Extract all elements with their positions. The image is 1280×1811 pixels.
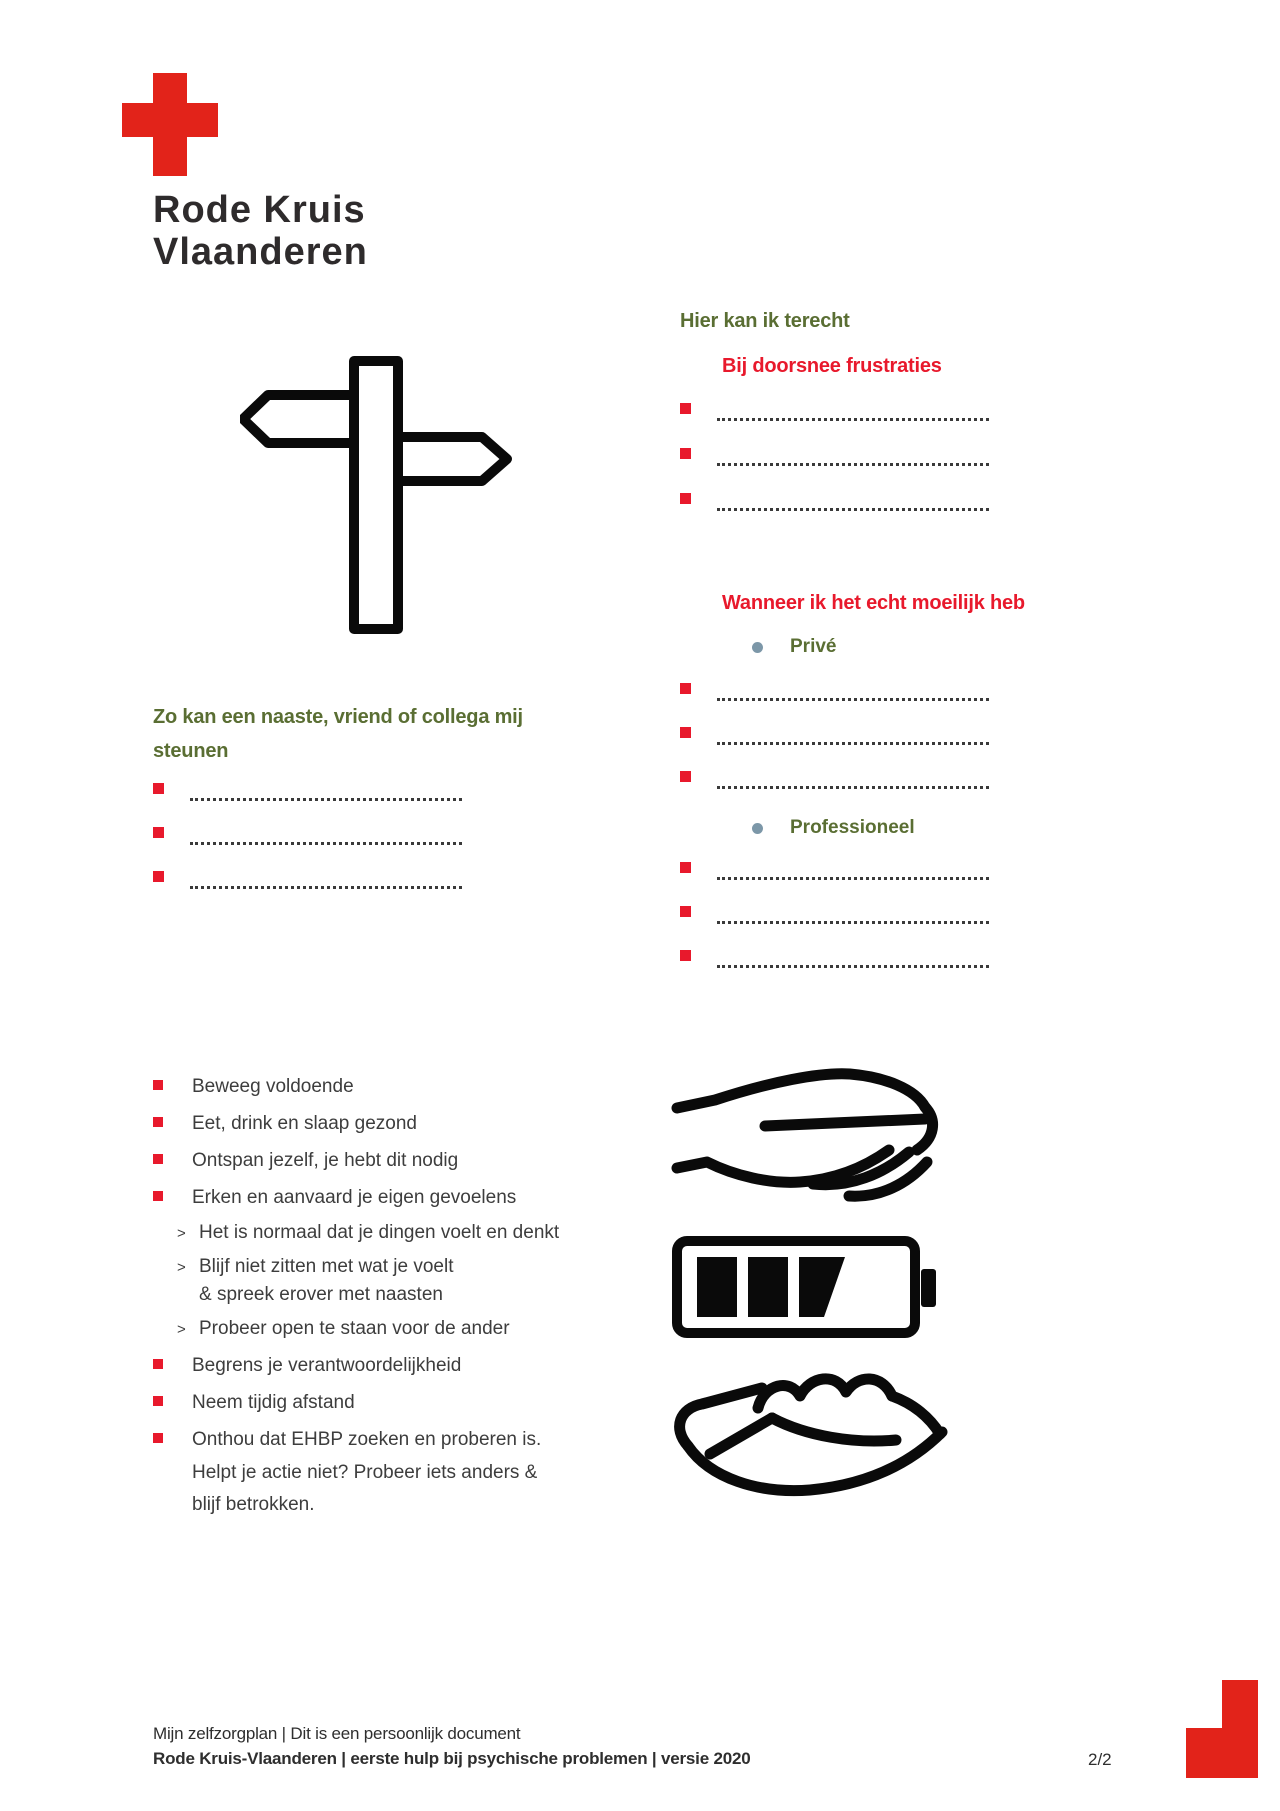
square-bullet-icon [680,771,691,782]
dotted-line [717,450,989,466]
fill-in-line [680,448,1000,468]
dotted-line [717,864,989,880]
dotted-line [717,685,989,701]
square-bullet-icon [680,950,691,961]
square-bullet-icon [680,683,691,694]
square-bullet-icon [680,448,691,459]
rode-kruis-logo [122,73,368,273]
fill-in-line [153,783,473,803]
heading-line1: Zo kan een naaste, vriend of collega mij [153,706,523,728]
square-bullet-icon [153,871,164,882]
fill-in-line [680,727,1000,747]
fill-in-line [680,493,1000,513]
battery-icon [672,1236,942,1340]
list-subitem [153,1316,623,1341]
list-item-text: Begrens je verantwoordelijkheid [192,1355,462,1376]
list-item-text: Onthou dat EHBP zoeken en proberen is. [192,1429,542,1450]
fill-in-line [680,403,1000,423]
square-bullet-icon [153,1433,163,1443]
list-item [153,1111,623,1137]
heading-hier-kan-ik-terecht: Hier kan ik terecht [680,310,850,332]
list-item-text: blijf betrokken. [192,1494,315,1515]
list-item-text: Neem tijdig afstand [192,1392,355,1413]
dotted-line [190,829,462,845]
square-bullet-icon [680,403,691,414]
corner-block-top [1222,1680,1258,1728]
fill-in-line [680,771,1000,791]
square-bullet-icon [153,1191,163,1201]
brand-line1: Rode Kruis [153,189,366,231]
list-item-text: Ontspan jezelf, je hebt dit nodig [192,1150,459,1171]
dotted-line [717,773,989,789]
list-subitem [153,1254,623,1307]
chevron-bullet-icon: > [177,1225,186,1242]
list-item-text: Blijf niet zitten met wat je voelt [199,1256,454,1277]
brand-name [153,189,473,273]
dotted-line [717,405,989,421]
square-bullet-icon [153,1359,163,1369]
giving-hand-icon [665,1062,945,1207]
list-item-text: Het is normaal dat je dingen voelt en denkt [199,1222,560,1243]
corner-cross-decoration [1186,1680,1258,1778]
page-number: 2/2 [1088,1750,1112,1769]
dotted-line [717,908,989,924]
red-cross-icon [122,73,218,176]
list-item [153,1185,623,1211]
dotted-line [717,952,989,968]
brand-line2: Vlaanderen [153,231,368,273]
fill-in-line [680,906,1000,926]
circle-bullet-icon [752,823,763,834]
fill-in-line [153,827,473,847]
square-bullet-icon [153,1154,163,1164]
list-item-text: Eet, drink en slaap gezond [192,1113,417,1134]
list-item-text: & spreek erover met naasten [199,1284,443,1305]
footer [153,1721,751,1771]
square-bullet-icon [153,783,164,794]
list-item [153,1148,623,1174]
list-item-text: Probeer open te staan voor de ander [199,1318,510,1339]
square-bullet-icon [680,906,691,917]
dotted-line [190,785,462,801]
list-item [153,1390,623,1416]
fill-in-line [680,862,1000,882]
chevron-bullet-icon: > [177,1321,186,1338]
list-item [153,1427,623,1517]
open-hand-icon [670,1362,950,1512]
square-bullet-icon [153,1117,163,1127]
circle-bullet-icon [752,642,763,653]
footer-line1: Mijn zelfzorgplan | Dit is een persoonlijk document [153,1724,521,1743]
signpost-icon [240,356,515,641]
square-bullet-icon [680,493,691,504]
square-bullet-icon [680,862,691,873]
list-item-text: Erken en aanvaard je eigen gevoelens [192,1187,517,1208]
heading-line2: steunen [153,740,229,762]
dotted-line [717,495,989,511]
list-item-text: Beweeg voldoende [192,1076,354,1097]
fill-in-line [680,950,1000,970]
dotted-line [190,873,462,889]
heading-bij-doorsnee-frustraties: Bij doorsnee frustraties [722,355,942,377]
list-item-text: Helpt je actie niet? Probeer iets anders & [192,1462,538,1483]
corner-block-bottom [1186,1728,1258,1778]
subheading-professioneel: Professioneel [790,817,915,838]
fill-in-line [153,871,473,891]
footer-line2: Rode Kruis-Vlaanderen | eerste hulp bij psychische problemen | versie 2020 [153,1749,751,1768]
square-bullet-icon [153,1080,163,1090]
selfcare-list [153,1074,623,1528]
heading-zo-kan-een-naaste [153,700,523,768]
dotted-line [717,729,989,745]
square-bullet-icon [680,727,691,738]
list-item [153,1074,623,1100]
list-subitem [153,1220,623,1245]
square-bullet-icon [153,1396,163,1406]
subheading-prive: Privé [790,636,837,657]
fill-in-line [680,683,1000,703]
square-bullet-icon [153,827,164,838]
heading-wanneer-moeilijk: Wanneer ik het echt moeilijk heb [722,592,1025,614]
chevron-bullet-icon: > [177,1259,186,1276]
list-item [153,1353,623,1379]
